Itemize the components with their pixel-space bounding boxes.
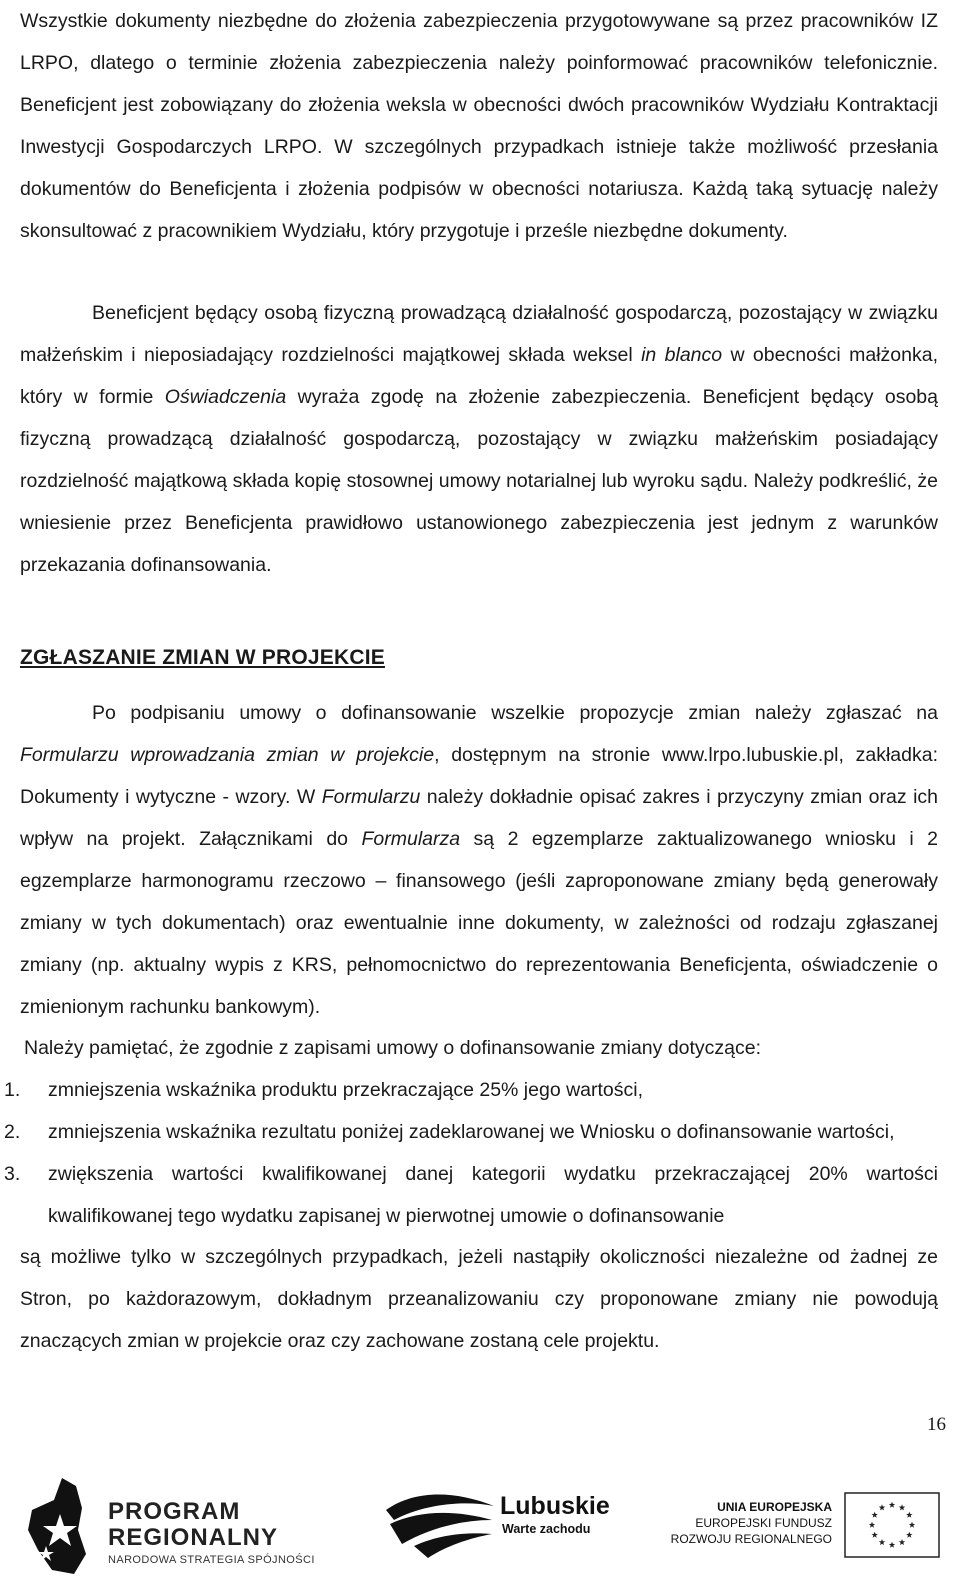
paragraph-security-documents: [20, 0, 938, 252]
italic-term: Formularzu: [321, 786, 421, 808]
page-number: 16: [927, 1414, 946, 1435]
map-star-icon: [24, 1470, 104, 1580]
paragraph-change-form: [20, 692, 938, 1028]
list-item: [0, 1069, 938, 1111]
text-run: , dostępnym na stronie www.lrpo.lubuskie.pl, zakładka: Dokumenty i wytyczne - wzory. W: [20, 744, 938, 808]
eu-line2: EUROPEJSKI FUNDUSZ: [695, 1516, 832, 1530]
eu-flag-icon: [844, 1492, 940, 1558]
list-text: zmniejszenia wskaźnika produktu przekraczające 25% jego wartości,: [48, 1079, 644, 1101]
italic-term: Formularzu wprowadzania zmian w projekcie: [20, 744, 435, 766]
program-regionalny-logo: [24, 1470, 324, 1576]
program-line1: PROGRAM: [108, 1498, 241, 1525]
paragraph-conditions: są możliwe tylko w szczególnych przypadkach, jeżeli nastąpiły okoliczności niezależne od żadnej ze Stron, po każdorazowym, dokładnym przeanalizowaniu czy proponowane zmiany nie powodują znaczących zmian w projekcie oraz czy zachowane zostaną cele projektu.: [20, 1246, 938, 1352]
paragraph-text: Wszystkie dokumenty niezbędne do złożenia zabezpieczenia przygotowywane są przez pracowników IZ LRPO, dlatego o terminie złożenia zabezpieczenia należy poinformować pracowników telefonicznie. Beneficjent jest zobowiązany do złożenia weksla w obecności dwóch pracowników Wydziału Kontraktacji Inwestycji Gospodarczych LRPO. W szczególnych przypadkach istnieje także możliwość przesłania dokumentów do Beneficjenta i złożenia podpisów w obecności notariusza. Każdą taką sytuację należy skonsultować z pracownikiem Wydziału, który przygotuje i prześle niezbędne dokumenty.: [20, 10, 938, 242]
list-number: 2.: [4, 1121, 21, 1143]
list-text: zwiększenia wartości kwalifikowanej danej kategorii wydatku przekraczającej 20% wartości kwalifikowanej tego wydatku zapisanej w pierwotnej umowie o dofinansowanie: [48, 1163, 938, 1227]
list-number: 3.: [4, 1163, 21, 1185]
text-run: należy dokładnie opisać zakres i przyczyny zmian oraz ich wpływ na projekt. Załącznikami do: [20, 786, 938, 850]
eu-line1: UNIA EUROPEJSKA: [717, 1500, 832, 1514]
bird-swoosh-icon: [384, 1480, 496, 1560]
list-text: zmniejszenia wskaźnika rezultatu poniżej zadeklarowanej we Wniosku o dofinansowanie wartości,: [48, 1121, 895, 1143]
eu-line3: ROZWOJU REGIONALNEGO: [670, 1532, 832, 1546]
list-number: 1.: [4, 1079, 21, 1101]
list-item: [0, 1111, 938, 1153]
list-item: [0, 1153, 938, 1237]
text-run: są 2 egzemplarze zaktualizowanego wniosku i 2 egzemplarze harmonogramu rzeczowo – finansowego (jeśli zaproponowane zmiany będą generowały zmiany w tych dokumentach) oraz ewentualnie inne dokumenty, w zależności od rodzaju zgłaszanej zmiany (np. aktualny wypis z KRS, pełnomocnictwo do reprezentowania Beneficjenta, oświadczenie o zmienionym rachunku bankowym).: [20, 828, 938, 1018]
lubuskie-logo: [384, 1480, 614, 1560]
changes-list: [0, 1069, 938, 1237]
italic-term: in blanco: [641, 344, 723, 366]
italic-term: Oświadczenia: [164, 386, 287, 408]
text-run: Po podpisaniu umowy o dofinansowanie wszelkie propozycje zmian należy zgłaszać na: [92, 702, 938, 724]
lubuskie-slogan: Warte zachodu: [502, 1522, 591, 1536]
text-run: wyraża zgodę na złożenie zabezpieczenia. Beneficjent będący osobą fizyczną prowadzącą działalność gospodarczą, pozostający w związku małżeńskim posiadający rozdzielność majątkową składa kopię stosownej umowy notarialnej lub wyroku sądu. Należy podkreślić, że wniesienie przez Beneficjenta prawidłowo ustanowionego zabezpieczenia jest jednym z warunków przekazania dofinansowania.: [20, 386, 938, 576]
text-run: Beneficjent będący osobą fizyczną prowadzącą działalność gospodarczą, pozostający w związku małżeńskim i nieposiadający rozdzielności majątkowej składa weksel: [20, 302, 938, 366]
paragraph-remember: Należy pamiętać, że zgodnie z zapisami umowy o dofinansowanie zmiany dotyczące:: [24, 1037, 762, 1059]
footer-logos: [0, 1466, 960, 1586]
paragraph-spouse-consent: [20, 292, 938, 586]
text-run: w obecności małżonka, który w formie: [20, 344, 938, 408]
program-line2: REGIONALNY: [108, 1524, 279, 1551]
lubuskie-name: Lubuskie: [500, 1492, 610, 1520]
eu-logo: [654, 1486, 944, 1566]
italic-term: Formularza: [361, 828, 461, 850]
program-line3: NARODOWA STRATEGIA SPÓJNOŚCI: [108, 1554, 315, 1566]
section-heading: ZGŁASZANIE ZMIAN W PROJEKCIE: [20, 646, 385, 669]
